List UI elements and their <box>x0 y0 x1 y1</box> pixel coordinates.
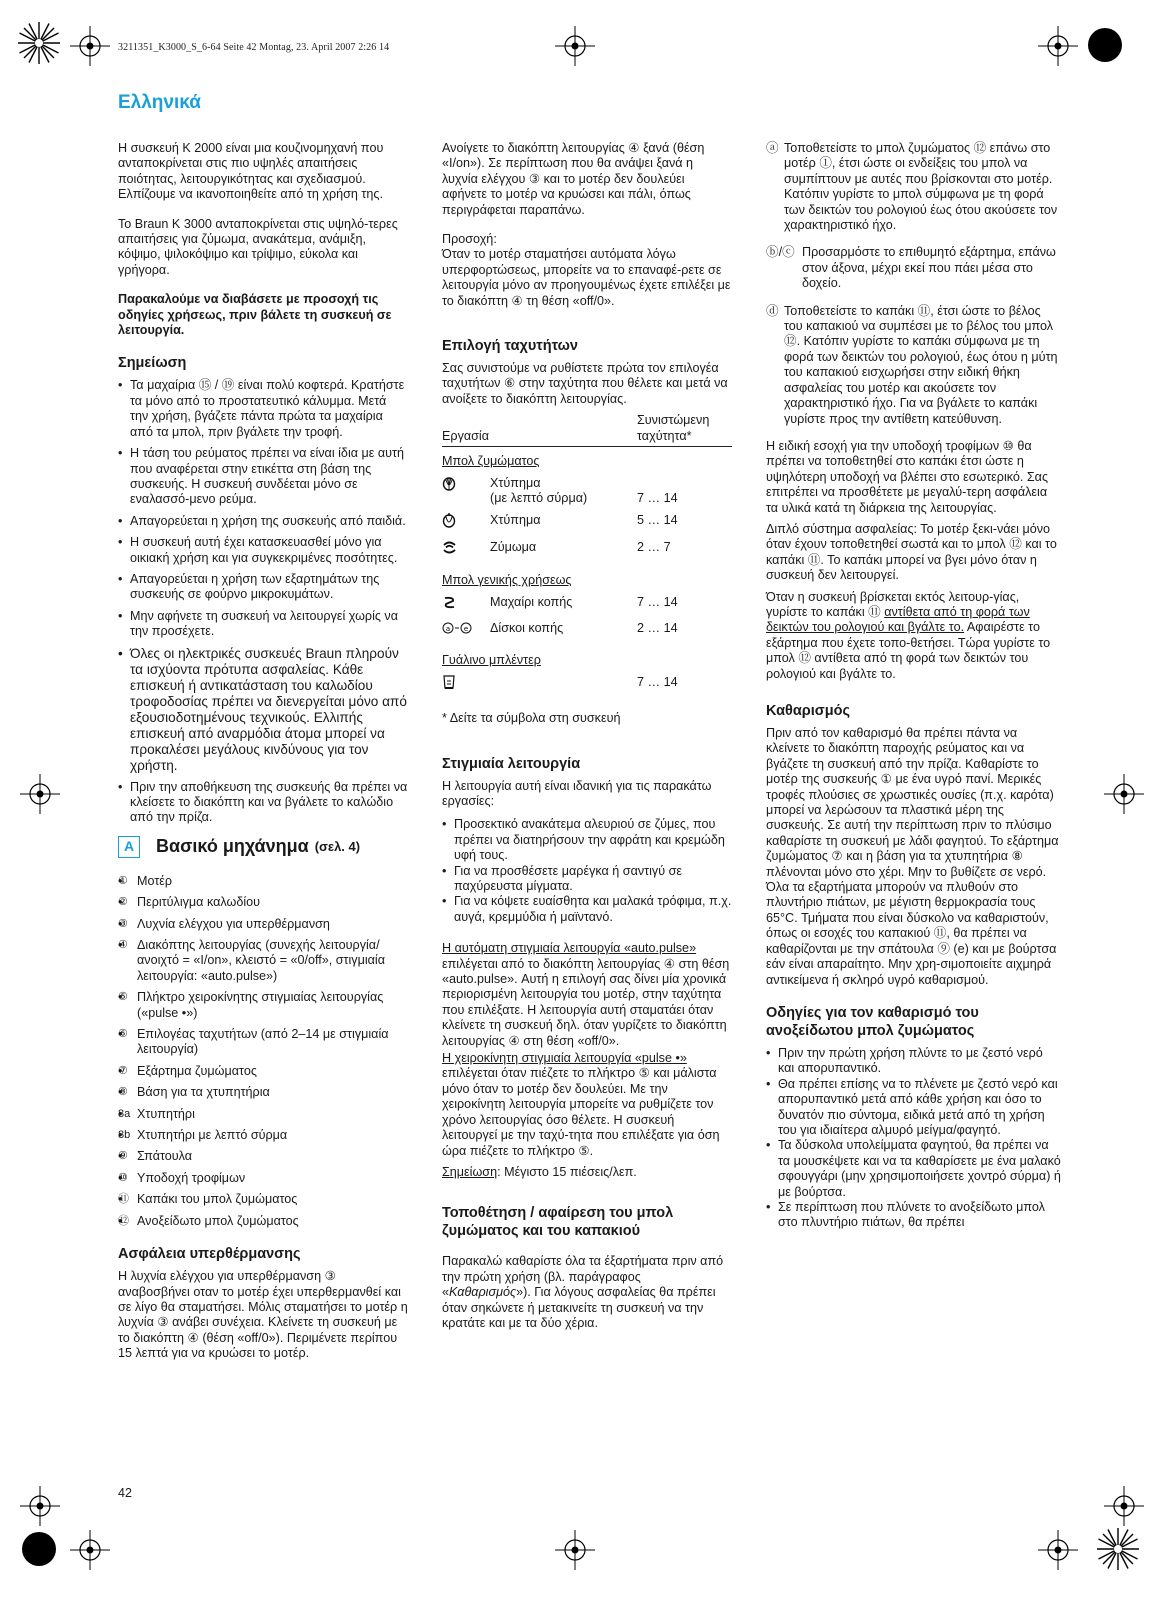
list-item: • Απαγορεύεται η χρήση των εξαρτημάτων της συσκευής σε φούρνο μικροκυμάτων. <box>118 572 408 603</box>
section-page-ref: (σελ. 4) <box>314 839 361 855</box>
section-heading-basic-machine <box>118 836 408 858</box>
kneading-hook-icon <box>442 540 490 566</box>
column-3 <box>766 141 1061 1231</box>
part-label: Χτυπητήρι με λεπτό σύρμα <box>137 1128 288 1143</box>
table-row <box>442 595 732 621</box>
table-row <box>442 621 732 646</box>
manual-pulse-text: επιλέγεται όταν πιέζετε το πλήκτρο ⑤ και μάλιστα μόνο όταν το μοτέρ δεν δουλεύει. Με την χειροκίνητη λειτουργία μπορείτε να ρυθμίζετε τον χρόνο λειτουργίας όσο θέλετε. Η συσκευή λειτουργεί με την ταχύ-τητα που επιλέξατε για όση ώρα πιέζετε το πλήκτρο ⑤. <box>442 1066 720 1158</box>
part-number: • ⑧ <box>118 1086 128 1099</box>
part-number: • ③ <box>118 917 128 930</box>
list-item: • Η συσκευή αυτή έχει κατασκευασθεί μόνο για οικιακή χρήση και για συγκεκριμένες ποσότητες. <box>118 535 408 566</box>
part-label: Χτυπητήρι <box>137 1106 195 1121</box>
part-item <box>118 1107 408 1122</box>
part-label: Διακόπτης λειτουργίας (συνεχής λειτουργία/ανοιχτό = «I/on», κλειστό = «0/off», στιγμιαία λειτουργία: «auto.pulse») <box>137 938 385 983</box>
table-cell-speed: 7 … 14 <box>637 490 678 505</box>
part-item <box>118 1085 408 1100</box>
part-number: • ⑦ <box>118 1064 128 1077</box>
reopen-text: Ανοίγετε το διακόπτη λειτουργίας ④ ξανά (θέση «I/on»). Σε περίπτωση που θα ανάψει ξανά η λυχνία ελέγχου ③ και το μοτέρ δεν δουλεύει αφήνετε το μοτέρ να κρυώσει και πάλι, όπως περιγράφεται παραπάνω. <box>442 141 705 217</box>
part-item <box>118 938 408 984</box>
part-number: • ⑫ <box>118 1214 129 1227</box>
discs-icon <box>442 621 490 646</box>
part-label: Σπάτουλα <box>137 1149 193 1164</box>
part-item <box>118 895 408 910</box>
registration-mark-bottom-center <box>555 1530 595 1570</box>
list-item: • Προσεκτικό ανακάτεμα αλευριού σε ζύμες, που πρέπει να διατηρήσουν την αφράτη και κρεμώδη υφή τους. <box>442 817 732 863</box>
language-heading: Ελληνικά <box>118 92 201 113</box>
table-cell-speed: 2 … 7 <box>637 539 671 554</box>
step-text: Τοποθετείστε το καπάκι ⑪, έτσι ώστε το βέλος του καπακιού να συμπέσει με το βέλος του μπολ ⑫. Κατόπιν γυρίστε το καπάκι σύμφωνα με τη φορά των δεικτών του ρολογιού, έως ότου η μύτη του καπακιού εισχωρήσει στην ειδική θήκη ασφαλείας του μοτέρ και ακούσετε τον χαρακτηριστικό ήχο. Για να βγάλετε το καπάκι γυρίστε προς την αντίθετη κατεύθυνση. <box>784 303 1058 426</box>
task-name: Δίσκοι κοπής <box>490 620 564 635</box>
pulse-list <box>442 817 732 925</box>
whisk-icon <box>442 513 490 539</box>
table-cell-speed: 7 … 14 <box>637 674 678 689</box>
registration-mark-bottom-right-2 <box>1038 1530 1078 1570</box>
mount-text-part2: »). Για λόγους ασφαλείας θα πρέπει όταν σηκώνετε ή μετακινείτε τη συσκευή να την κρατάτε και με τα δύο χέρια. <box>442 1285 716 1330</box>
max-note-text: : Μέγιστο 15 πιέσεις/λεπ. <box>497 1164 637 1179</box>
whisk-fine-icon <box>442 476 490 514</box>
part-label: Υποδοχή τροφίμων <box>137 1170 246 1185</box>
list-item: • Τα μαχαίρια ⑮ / ⑲ είναι πολύ κοφτερά. Κρατήστε τα μόνο από το προστατευτικό κάλυμμα. Μετά την χρήση, βγάζετε πάντα πρώτα τα μαχαίρια από τα μπολ, πριν βγάλετε την τροφή. <box>118 378 408 440</box>
mount-heading: Τοποθέτηση / αφαίρεση του μπολ ζυμώματος και του καπακιού <box>442 1205 674 1240</box>
part-number: • ② <box>118 896 128 909</box>
mount-text <box>442 1254 732 1331</box>
page-number: 42 <box>118 1486 132 1500</box>
assembly-step-d <box>766 304 1061 427</box>
section-title: Βασικό μηχάνημα <box>156 836 309 857</box>
task-name: Ζύμωμα <box>490 539 537 554</box>
auto-pulse-text: επιλέγεται από το διακόπτη λειτουργίας ④ στη θέση «auto.pulse». Αυτή η επιλογή σας δίνει μία χρονικά περιορισμένη λειτουργία του μοτέρ, στην ταχύτητα που επιλέξατε. Η λειτουργία αυτή σταματάει όταν κλείνετε τη συσκευή δηλ. όταν γυρίζετε το διακόπτη λειτουργίας ④ στη θέση «off/0». <box>442 956 730 1048</box>
part-item <box>118 1064 408 1079</box>
part-number: • 8a <box>118 1107 131 1120</box>
part-label: Εξάρτημα ζυμώματος <box>137 1063 257 1078</box>
table-cell-task <box>490 476 637 514</box>
column-2 <box>442 141 732 1345</box>
section-letter-badge: A <box>118 836 140 858</box>
part-number: • 8b <box>118 1129 131 1142</box>
part-number: • ⑤ <box>118 991 128 1004</box>
list-item: • Μην αφήνετε τη συσκευή να λειτουργεί χωρίς να την προσέχετε. <box>118 609 408 640</box>
part-number: • ⑨ <box>118 1150 128 1163</box>
list-item: • Για να προσθέσετε μαρέγκα ή σαντιγύ σε παχύρευστα μίγματα. <box>442 864 732 895</box>
registration-mark-bottom-left-2 <box>70 1530 110 1570</box>
overheat-heading: Ασφάλεια υπερθέρμανσης <box>118 1246 301 1263</box>
registration-mark-mid-left <box>20 774 60 814</box>
list-item: • Τα δύσκολα υπολείμματα φαγητού, θα πρέπει να τα μουσκέψετε και να τα καθαρίσετε με ένα μαλακό σφουγγάρι (μην χρησιμοποιήσετε χοντρό σύρμα) ή με βούρτσα. <box>766 1138 1061 1200</box>
part-number: • ⑩ <box>118 1171 128 1184</box>
table-cell-task <box>490 675 637 701</box>
part-label: Ανοξείδωτο μπολ ζυμώματος <box>137 1213 299 1228</box>
remove-text-underlined: αντίθετα από τη φορά των δεικτών του ρολογιού και βγάλτε το. <box>766 604 1030 635</box>
registration-mark-top-center <box>555 26 595 66</box>
table-header-speed-line1: Συνιστώμενη <box>637 413 710 428</box>
max-note <box>442 1165 732 1180</box>
step-text: Τοποθετείστε το μπολ ζυμώματος ⑫ επάνω στο μοτέρ ①, έτσι ώστε οι ενδείξεις του μπολ να συμπίπτουν με αυτές που βρίσκονται στο μοτέρ. Κατόπιν γυρίστε το μπολ σύμφωνα με τη φορά των δεικτών του ρολογιού έως ότου ακούσετε τον χαρακτηριστικό ήχο. <box>784 141 1058 233</box>
clean-heading: Καθαρισμός <box>766 703 850 719</box>
part-item <box>118 990 408 1021</box>
table-header-speed-line2: ταχύτητα* <box>637 428 692 443</box>
part-number: • ④ <box>118 939 128 951</box>
table-group-row <box>442 646 732 674</box>
registration-mark-mid-right <box>1104 774 1144 814</box>
part-label: Περιτύλιγμα καλωδίου <box>137 895 261 910</box>
starburst-mark-bottom-right <box>1095 1526 1141 1572</box>
list-item: • Σε περίπτωση που πλύνετε το ανοξείδωτο μπολ στο πλυντήριο πιάτων, θα πρέπει <box>766 1200 1061 1231</box>
table-cell-task <box>490 513 637 539</box>
auto-pulse-paragraph <box>442 941 732 1049</box>
assembly-step-bc <box>766 245 1061 291</box>
task-name: Χτύπημα <box>490 475 541 490</box>
registration-mark-bottom-right <box>1104 1486 1144 1526</box>
svg-text:a: a <box>445 624 451 633</box>
part-number: • ① <box>118 874 128 887</box>
part-item <box>118 1027 408 1058</box>
part-item <box>118 1128 408 1143</box>
steel-list <box>766 1046 1061 1231</box>
remove-text-part1: Όταν η συσκευή βρίσκεται εκτός λειτουρ-γίας, γυρίστε το καπάκι ⑪ <box>766 589 1020 619</box>
part-item <box>118 917 408 932</box>
list-item: • Πριν την πρώτη χρήση πλύντε το με ζεστό νερό και απορυπαντικό. <box>766 1046 1061 1077</box>
task-detail: (με λεπτό σύρμα) <box>490 490 588 505</box>
table-cell-speed: 5 … 14 <box>637 513 678 528</box>
table-row <box>442 513 732 539</box>
part-label: Μοτέρ <box>137 873 173 888</box>
speed-table <box>442 413 732 701</box>
max-note-label: Σημείωση <box>442 1164 498 1179</box>
part-number: • ⑪ <box>118 1193 129 1206</box>
part-item <box>118 1171 408 1186</box>
table-cell-task <box>490 540 637 566</box>
caution-text: Όταν το μοτέρ σταματήσει αυτόματα λόγω υπερφορτώσεως, μπορείτε να το επαναφέ-ρετε σε λειτουργία μόνο αν προηγουμένως έχετε επιλέξει με το διακόπτη ④ τη θέση «off/0». <box>442 247 731 308</box>
list-item: • Για να κόψετε ευαίσθητα και μαλακά τρόφιμα, π.χ. αυγά, κρεμμύδια ή μαϊντανό. <box>442 894 732 925</box>
list-item: • Απαγορεύεται η χρήση της συσκευής από παιδιά. <box>118 514 408 529</box>
part-label: Λυχνία ελέγχου για υπερθέρμανση <box>137 916 330 931</box>
caution-label: Προσοχή: <box>442 232 497 247</box>
blade-icon <box>442 595 490 621</box>
table-row <box>442 540 732 566</box>
table-row <box>442 476 732 514</box>
pulse-intro: Η λειτουργία αυτή είναι ιδανική για τις παρακάτω εργασίες: <box>442 778 712 808</box>
table-group-name: Μπολ ζυμώματος <box>442 454 540 469</box>
table-footnote: * Δείτε τα σύμβολα στη συσκευή <box>442 711 621 726</box>
manual-pulse-paragraph <box>442 1051 732 1159</box>
notes-list <box>118 378 408 825</box>
manual-pulse-title: Η χειροκίνητη στιγμιαία λειτουργία «pulse •» <box>442 1051 687 1066</box>
intro-warning: Παρακαλούμε να διαβάσετε με προσοχή τις οδηγίες χρήσεως, πριν βάλετε τη συσκευή σε λειτουργία. <box>118 292 392 338</box>
intro-paragraph-2: Το Braun K 3000 ανταποκρίνεται στις υψηλό-τερες απαιτήσεις για ζύμωμα, ανακάτεμα, ανάμιξη, κόψιμο, ψιλοκόψιμο και τρίψιμο, εύκολα και γρήγορα. <box>118 216 398 277</box>
step-key: ⓐ <box>766 141 779 155</box>
black-dot-bottom-left <box>22 1532 56 1566</box>
remove-text-part2: Αφαιρέστε το εξάρτημα που έχετε τοπο-θετήσει. Τώρα γυρίστε το μπολ ⑫ αντίθετα από τη φορά των δεικτών του ρολογιού και βγάλτε το. <box>766 620 1051 681</box>
list-item: • Πριν την αποθήκευση της συσκευής θα πρέπει να κλείσετε το διακόπτη και να βγάλετε το καλώδιο από την πρίζα. <box>118 780 408 826</box>
table-row <box>442 675 732 701</box>
step-key: ⓓ <box>766 303 779 318</box>
part-item <box>118 874 408 889</box>
registration-mark-top-left <box>70 26 110 66</box>
starburst-mark-top-left <box>16 20 62 66</box>
table-header-task: Εργασία <box>442 413 637 446</box>
black-dot-top-right <box>1088 28 1122 62</box>
note-heading: Σημείωση <box>118 355 187 372</box>
auto-pulse-title: Η αυτόματη στιγμιαία λειτουργία «auto.pulse» <box>442 941 697 956</box>
svg-text:e: e <box>463 624 469 633</box>
task-name: Χτύπημα <box>490 513 541 528</box>
speed-heading: Επιλογή ταχυτήτων <box>442 338 578 355</box>
clean-text: Πριν από τον καθαρισμό θα πρέπει πάντα να κλείνετε το διακόπτη παροχής ρεύματος και να βγάζετε τη συσκευή από την πρίζα. Καθαρίστε το μοτέρ της συσκευής ① με ένα υγρό πανί. Μερικές τροφές πλούσιες σε χρωστικές ουσίες (π.χ. καρότα) μπορεί να λερώσουν τα πλαστικά μέρη της συσκευής. Σε αυτή την περίπτωση πριν το πλύσιμο καθαρίστε τη συσκευή με λάδι φαγητού. Το εξάρτημα ζυμώματος ⑦ και η βάση για τα χτυπητήρια ⑧ πλένονται μόνο στο χέρι. Μην το βυθίζετε σε νερό. Όλα τα εξαρτήματα μπορούν να πλυθούν στο πλυντήριο πιάτων, με μέγιστη θερμοκρασία τους 65°C. Τμήματα που είναι δύσκολο να καθαριστούν, όπως οι εσοχές του καπακιού ⑪, θα πρέπει να καθαρίζονται με την σπάτουλα ⑨ (e) και με βούρτσα εάν είναι απαραίτητο. Μην χρη-σιμοποιείτε αιχμηρά αντικείμενα ή σκληρό υγρό καθαρισμού. <box>766 726 1059 987</box>
registration-mark-top-right <box>1038 26 1078 66</box>
safety-text: Διπλό σύστημα ασφαλείας: Το μοτέρ ξεκι-νάει μόνο όταν έχουν τοποθετηθεί σωστά και το μπολ ⑫ και το καπάκι ⑪. Το καπάκι μπορεί να βγει μόνο όταν η συσκευή δεν λειτουργεί. <box>766 521 1057 583</box>
mount-text-italic: Καθαρισμός <box>449 1285 517 1300</box>
table-cell-task <box>490 621 637 646</box>
list-item: • Η τάση του ρεύματος πρέπει να είναι ίδια με αυτή που αναφέρεται στην ετικέττα στη βάση της συσκευής. Η συσκευή συνδέεται μόνο σε εναλασσό-μενο ρεύμα. <box>118 446 408 508</box>
speed-intro: Σας συνιστούμε να ρυθίστετε πρώτα τον επιλογέα ταχυτήτων ⑥ στην ταχύτητα που θέλετε και μετά να ανοίξετε το διακόπτη λειτουργίας. <box>442 361 728 406</box>
parts-list <box>118 874 408 1229</box>
step-text: Προσαρμόστε το επιθυμητό εξάρτημα, επάνω στον άξονα, μέχρι εκεί που πάει μέσα στο δοχείο. <box>802 245 1056 291</box>
steel-heading: Οδηγίες για τον καθαρισμό του ανοξείδωτου μπολ ζυμώματος <box>766 1004 979 1039</box>
mount-text-part1: Παρακαλώ καθαρίστε όλα τα έξαρτήματα πριν από την πρώτη χρήση (βλ. παράγραφος « <box>442 1254 724 1300</box>
table-group-name: Μπολ γενικής χρήσεως <box>442 573 572 588</box>
remove-text <box>766 590 1061 682</box>
pulse-heading: Στιγμιαία λειτουργία <box>442 755 581 772</box>
table-header-speed <box>637 413 732 446</box>
registration-mark-bottom-left <box>20 1486 60 1526</box>
part-number: • ⑥ <box>118 1028 128 1041</box>
list-item: • Όλες οι ηλεκτρικές συσκευές Braun πληρούν τα ισχύοντα πρότυπα ασφαλείας. Κάθε επισκευή ή αντικατάσταση του καλωδίου τροφοδοσίας πρέπει να διενεργείται μόνο από εξουσιοδοτημένους τεχνικούς. Ελλιπής επισκευή από αναρμόδια άτομα μπορεί να προκαλέσει μεγάλους κινδύνους για τον χρήστη. <box>118 646 408 774</box>
part-label: Καπάκι του μπολ ζυμώματος <box>137 1192 298 1207</box>
part-label: Βάση για τα χτυπητήρια <box>137 1085 270 1100</box>
part-item <box>118 1192 408 1207</box>
column-1 <box>118 141 408 1376</box>
table-group-row <box>442 447 732 476</box>
part-item <box>118 1214 408 1229</box>
slot-text: Η ειδική εσοχή για την υποδοχή τροφίμων ⑩ θα πρέπει να τοποθετηθεί στο καπάκι έτσι ώστε η υψηλότερη υποδοχή να βλέπει στο εσωτερικό. Σας επιτρέπει να προσθέτετε με μεγαλύ-τερη ασφάλεια τα υλικά κατά τη διάρκεια της λειτουργίας. <box>766 438 1049 515</box>
table-cell-speed: 7 … 14 <box>637 594 678 609</box>
step-key: ⓑ/ⓒ <box>766 245 795 260</box>
table-group-name: Γυάλινο μπλέντερ <box>442 653 541 668</box>
assembly-step-a <box>766 141 1061 233</box>
list-item: • Θα πρέπει επίσης να το πλένετε με ζεστό νερό και απορυπαντικό μετά από κάθε χρήση και όσο το δυνατόν πιο σύντομα, ειδικά μετά από τη χρήση του για ιδιαίτερα αλμυρό μείγμα/φαγητό. <box>766 1077 1061 1139</box>
intro-paragraph-1: Η συσκευή K 2000 είναι μια κουζινομηχανή που ανταποκρίνεται στις πιο υψηλές απαιτήσεις ποιότητας, λειτουργικότητας και σχεδιασμού. Ελπίζουμε να ικανοποιηθείτε από τη χρήση της. <box>118 141 384 202</box>
overheat-text: Η λυχνία ελέγχου για υπερθέρμανση ③ αναβοσβήνει οταν το μοτέρ έχει υπερθερμανθεί και σε λίγο θα σταματήσει. Μόλις σταματήσει το μοτέρ η λυχνία ③ ανάβει συνέχεια. Κλείνετε τη συσκευή με το διακόπτη ④ (θέση «off/0»). Περιμένετε περίπου 15 λεπτά για να κρυώσει το μοτέρ. <box>118 1269 408 1361</box>
part-item <box>118 1149 408 1164</box>
part-label: Επιλογέας ταχυτήτων (από 2–14 με στιγμιαία λειτουργία) <box>137 1027 389 1057</box>
table-cell-task <box>490 595 637 621</box>
blender-icon <box>442 675 490 701</box>
task-name: Μαχαίρι κοπής <box>490 594 573 609</box>
table-group-row <box>442 566 732 594</box>
print-header: 3211351_K3000_S_6-64 Seite 42 Montag, 23. April 2007 2:26 14 <box>118 42 390 53</box>
table-cell-speed: 2 … 14 <box>637 620 678 635</box>
part-label: Πλήκτρο χειροκίνητης στιγμιαίας λειτουργίας («pulse •») <box>137 990 384 1020</box>
